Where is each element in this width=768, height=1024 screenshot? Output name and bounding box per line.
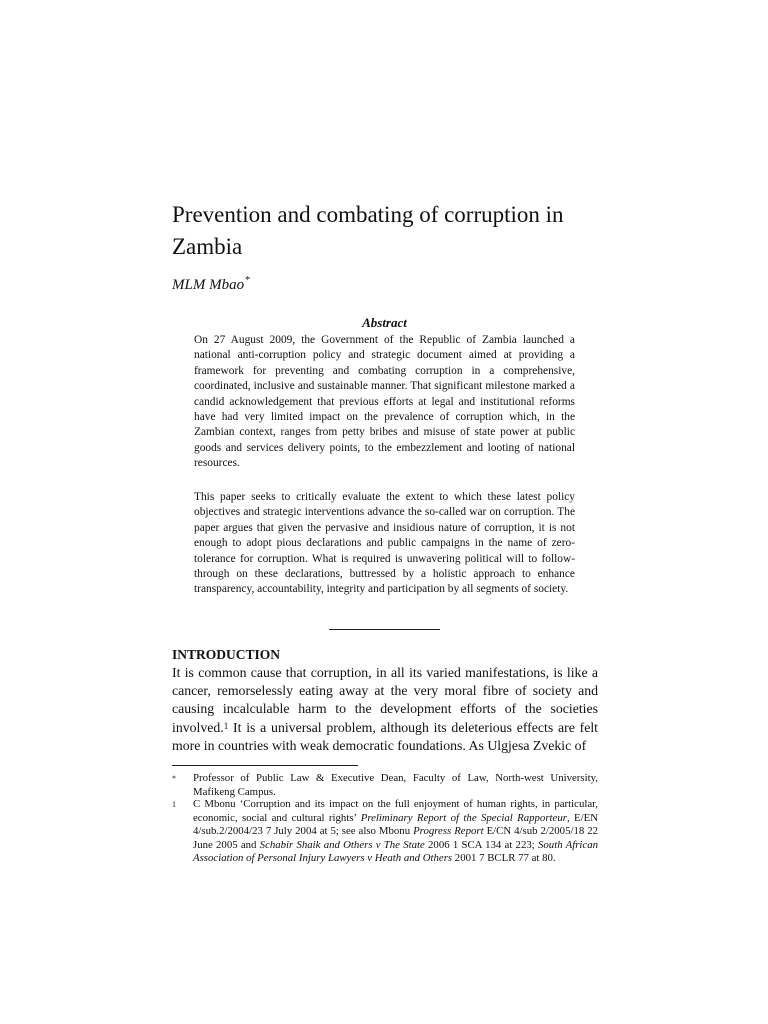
footnote-text-segment: 2006 1 SCA 134 at 223; [424, 838, 538, 851]
footnote-italic-title: Preliminary Report of the Special Rapporteur [360, 811, 567, 824]
author-footnote-marker: * [245, 275, 251, 286]
footnote-text [193, 798, 598, 866]
author-name: MLM Mbao [172, 277, 245, 293]
abstract-paragraph-1: On 27 August 2009, the Government of the Republic of Zambia launched a national anti-corruption policy and strategic document aimed at providing a framework for preventing and combating corruption in a comprehensive, coordinated, inclusive and sustainable manner. That significant milestone marked a candid acknowledgement that previous efforts at legal and institutional reforms have had very limited impact on the prevalence of corruption which, in the Zambian context, ranges from petty bribes and misuse of state power at public goods and services delivery points, to the embezzlement and looting of national resources. [194, 334, 575, 470]
introduction-heading: INTRODUCTION [172, 647, 281, 662]
footnote-text-segment: E/CN 4/sub 2/2005/18 22 June 2005 and [193, 825, 599, 851]
intro-text-after-ref: It is a universal problem, although its deleterious effects are felt more in countries with weak democratic foundations. As Ulgjesa Zvekic of [172, 719, 598, 753]
abstract-divider [329, 629, 440, 630]
footnote-marker: * [172, 774, 176, 783]
abstract-heading: Abstract [362, 315, 407, 330]
paper-title: Prevention and combating of corruption in Zambia [172, 202, 564, 259]
footnote-italic-title: Progress Report [413, 825, 484, 838]
footnote-divider [172, 765, 358, 766]
footnote-text: Professor of Public Law & Executive Dean, Faculty of Law, North-west University, Mafikeng Campus. [193, 772, 598, 798]
footnote-text-segment: 2001 7 BCLR 77 at 80. [452, 852, 556, 865]
introduction-paragraph [172, 664, 598, 755]
footnote-italic-case: South African Association of Personal Injury Lawyers v Heath and Others [193, 838, 599, 865]
footnote-marker: 1 [172, 800, 176, 809]
footnote-text-segment: , E/EN 4/sub.2/2004/23 7 July 2004 at 5; see also Mbonu [193, 811, 599, 838]
footnote-ref-1[interactable]: 1 [223, 720, 229, 731]
footnote-text-segment: C Mbonu ‘Corruption and its impact on the full enjoyment of human rights, in particular, economic, social and cultural rights’ [193, 798, 598, 824]
intro-text-before-ref: It is common cause that corruption, in all its varied manifestations, is like a cancer, remorselessly eating away at the very moral fibre of society and causing incalculable harm to the development efforts of the societies involved. [172, 665, 598, 735]
abstract-paragraph-2: This paper seeks to critically evaluate the extent to which these latest policy objectives and strategic interventions advance the so-called war on corruption. The paper argues that given the pervasive and insidious nature of corruption, it is not enough to adopt pious declarations and public campaigns in the name of zero-tolerance for corruption. What is required is unwavering political will to follow-through on these declarations, buttressed by a holistic approach to enhance transparency, accountability, integrity and participation by all segments of society. [194, 491, 575, 596]
author-line [172, 275, 250, 295]
footnote-italic-case: Schabir Shaik and Others v The State [259, 838, 425, 851]
